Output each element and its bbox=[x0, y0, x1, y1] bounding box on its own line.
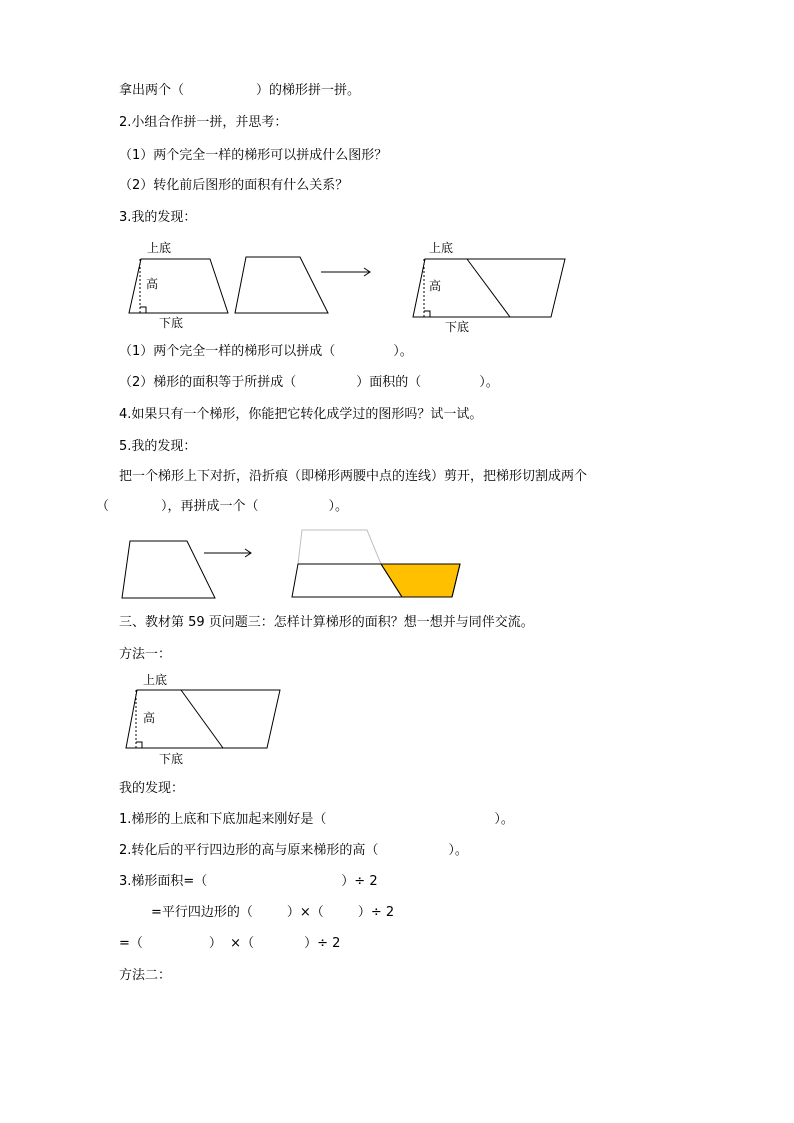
ghost-top-half bbox=[298, 530, 381, 564]
labeled-trapezoid bbox=[129, 240, 228, 330]
label-height: 高 bbox=[429, 279, 442, 293]
section-three-heading: 三、教材第 59 页问题三：怎样计算梯形的面积？想一想并与同伴交流。 bbox=[119, 615, 534, 630]
line-area-formula: 3.梯形面积=（ ）÷ 2 bbox=[119, 874, 378, 889]
label-height: 高 bbox=[146, 277, 159, 291]
label-top-base: 上底 bbox=[147, 241, 172, 255]
label-bottom-base: 下底 bbox=[159, 316, 184, 330]
line-finding-1: （1）两个完全一样的梯形可以拼成（ ）。 bbox=[119, 344, 413, 359]
line-question-2: （2）转化前后图形的面积有什么关系？ bbox=[119, 178, 349, 193]
line-my-finding-5: 5.我的发现： bbox=[119, 439, 197, 454]
rotated-top-half-highlight bbox=[381, 564, 460, 597]
line-area-formula-step2: =平行四边形的（ ）×（ ）÷ 2 bbox=[151, 905, 395, 920]
label-bottom-base: 下底 bbox=[159, 752, 184, 766]
label-bottom-base: 下底 bbox=[445, 320, 470, 334]
plain-trapezoid bbox=[235, 257, 328, 313]
line-sum-of-bases: 1.梯形的上底和下底加起来刚好是（ ）。 bbox=[119, 812, 514, 827]
line-question-4: 4.如果只有一个梯形，你能把它转化成学过的图形吗？试一试。 bbox=[119, 407, 483, 422]
single-trapezoid bbox=[122, 541, 215, 598]
line-my-finding: 我的发现： bbox=[119, 781, 185, 796]
arrow-icon bbox=[204, 549, 251, 557]
line-fold-cut-cont: （ ），再拼成一个（ ）。 bbox=[96, 499, 349, 514]
parallelogram-from-two-trapezoids bbox=[413, 240, 565, 334]
line-finding-2: （2）梯形的面积等于所拼成（ ）面积的（ ）。 bbox=[119, 375, 499, 390]
line-group-work: 2.小组合作拼一拼，并思考： bbox=[119, 115, 288, 130]
arrow-icon bbox=[321, 268, 370, 276]
line-question-1: （1）两个完全一样的梯形可以拼成什么图形？ bbox=[119, 148, 388, 163]
line-area-formula-step3: =（ ） ×（ ）÷ 2 bbox=[119, 936, 341, 951]
cut-trapezoid-figure-row bbox=[115, 525, 475, 605]
line-take-two-trapezoids: 拿出两个（ ）的梯形拼一拼。 bbox=[119, 83, 361, 98]
label-height: 高 bbox=[143, 711, 156, 725]
label-top-base: 上底 bbox=[429, 241, 454, 255]
method-one-label: 方法一： bbox=[119, 647, 172, 662]
trapezoid-figure-row bbox=[115, 236, 585, 336]
method-one-figure bbox=[115, 668, 295, 768]
label-top-base: 上底 bbox=[143, 673, 168, 687]
line-fold-cut: 把一个梯形上下对折，沿折痕（即梯形两腰中点的连线）剪开，把梯形切割成两个 bbox=[119, 469, 588, 484]
line-height-relation: 2.转化后的平行四边形的高与原来梯形的高（ ）。 bbox=[119, 843, 468, 858]
line-my-finding-3: 3.我的发现： bbox=[119, 210, 197, 225]
method-two-label: 方法二： bbox=[119, 968, 172, 983]
